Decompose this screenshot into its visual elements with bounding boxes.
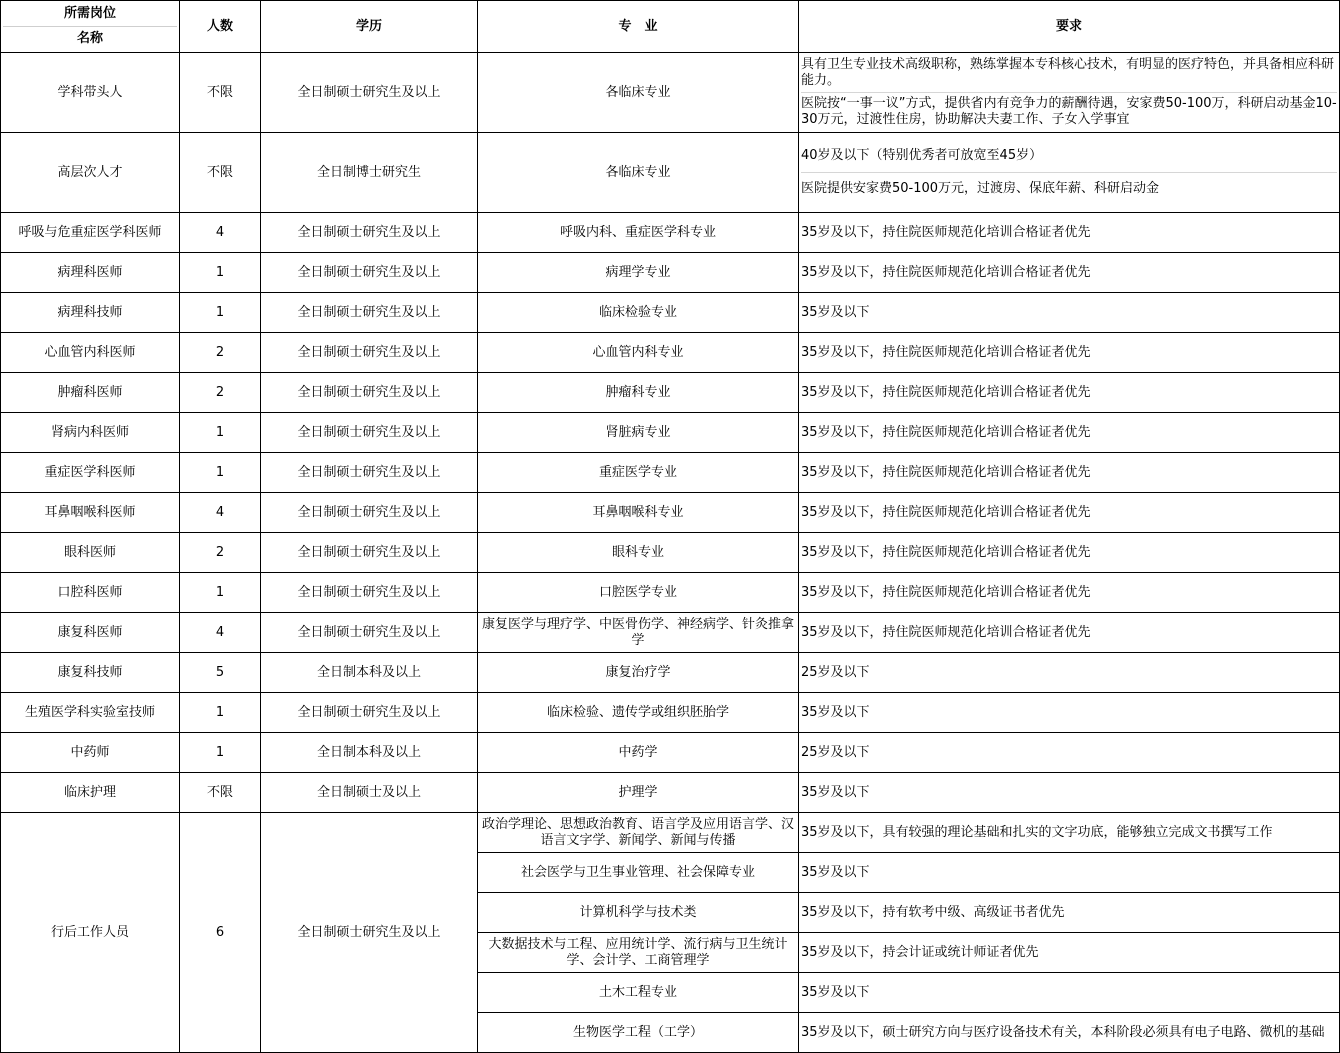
major-cell: 政治学理论、思想政治教育、语言学及应用语言学、汉语言文字学、新闻学、新闻与传播 xyxy=(478,813,799,853)
major-cell: 土木工程专业 xyxy=(478,973,799,1013)
requirement-cell xyxy=(799,53,1340,133)
position-cell: 眼科医师 xyxy=(1,533,180,573)
count-cell: 不限 xyxy=(180,773,261,813)
requirement-cell: 35岁及以下 xyxy=(799,293,1340,333)
header-count: 人数 xyxy=(180,1,261,53)
position-cell: 病理科医师 xyxy=(1,253,180,293)
count-cell: 6 xyxy=(180,813,261,1053)
requirement-cell: 35岁及以下，持住院医师规范化培训合格证者优先 xyxy=(799,613,1340,653)
table-row xyxy=(1,413,1340,453)
major-cell: 口腔医学专业 xyxy=(478,573,799,613)
education-cell: 全日制硕士研究生及以上 xyxy=(261,333,478,373)
major-cell: 社会医学与卫生事业管理、社会保障专业 xyxy=(478,853,799,893)
position-cell: 康复科医师 xyxy=(1,613,180,653)
major-cell: 眼科专业 xyxy=(478,533,799,573)
major-cell: 心血管内科专业 xyxy=(478,333,799,373)
requirement-cell: 35岁及以下，持住院医师规范化培训合格证者优先 xyxy=(799,333,1340,373)
position-cell: 肾病内科医师 xyxy=(1,413,180,453)
position-cell: 口腔科医师 xyxy=(1,573,180,613)
requirement-cell: 35岁及以下，持住院医师规范化培训合格证者优先 xyxy=(799,373,1340,413)
major-cell: 康复医学与理疗学、中医骨伤学、神经病学、针灸推拿学 xyxy=(478,613,799,653)
requirement-cell: 25岁及以下 xyxy=(799,653,1340,693)
count-cell: 1 xyxy=(180,293,261,333)
requirement-line: 具有卫生专业技术高级职称，熟练掌握本专科核心技术，有明显的医疗特色，并具备相应科研能力。 xyxy=(801,57,1335,88)
position-cell: 耳鼻咽喉科医师 xyxy=(1,493,180,533)
count-cell: 2 xyxy=(180,373,261,413)
header-education: 学历 xyxy=(261,1,478,53)
header-position xyxy=(1,1,180,53)
major-cell: 病理学专业 xyxy=(478,253,799,293)
requirement-cell: 35岁及以下，持住院医师规范化培训合格证者优先 xyxy=(799,413,1340,453)
count-cell: 不限 xyxy=(180,53,261,133)
major-cell: 生物医学工程（工学） xyxy=(478,1013,799,1053)
requirement-cell: 35岁及以下 xyxy=(799,973,1340,1013)
major-cell: 临床检验专业 xyxy=(478,293,799,333)
requirement-cell: 35岁及以下，持住院医师规范化培训合格证者优先 xyxy=(799,213,1340,253)
major-cell: 各临床专业 xyxy=(478,133,799,213)
education-cell: 全日制硕士研究生及以上 xyxy=(261,373,478,413)
table-row xyxy=(1,133,1340,213)
major-cell: 肾脏病专业 xyxy=(478,413,799,453)
table-row xyxy=(1,693,1340,733)
position-cell: 康复科技师 xyxy=(1,653,180,693)
count-cell: 4 xyxy=(180,613,261,653)
count-cell: 5 xyxy=(180,653,261,693)
table-row xyxy=(1,53,1340,133)
requirement-cell: 35岁及以下，持住院医师规范化培训合格证者优先 xyxy=(799,493,1340,533)
education-cell: 全日制硕士研究生及以上 xyxy=(261,573,478,613)
count-cell: 2 xyxy=(180,333,261,373)
requirement-line: 医院提供安家费50-100万元，过渡房、保底年薪、科研启动金 xyxy=(801,172,1337,205)
major-cell: 临床检验、遗传学或组织胚胎学 xyxy=(478,693,799,733)
count-cell: 不限 xyxy=(180,133,261,213)
major-cell: 重症医学专业 xyxy=(478,453,799,493)
major-cell: 大数据技术与工程、应用统计学、流行病与卫生统计学、会计学、工商管理学 xyxy=(478,933,799,973)
count-cell: 1 xyxy=(180,453,261,493)
requirement-cell: 35岁及以下，持住院医师规范化培训合格证者优先 xyxy=(799,253,1340,293)
major-cell: 计算机科学与技术类 xyxy=(478,893,799,933)
table-row xyxy=(1,773,1340,813)
requirement-cell: 35岁及以下 xyxy=(799,693,1340,733)
requirement-cell: 35岁及以下，持住院医师规范化培训合格证者优先 xyxy=(799,533,1340,573)
table-row xyxy=(1,533,1340,573)
position-cell: 肿瘤科医师 xyxy=(1,373,180,413)
education-cell: 全日制硕士研究生及以上 xyxy=(261,533,478,573)
table-row xyxy=(1,293,1340,333)
requirement-cell: 35岁及以下，具有较强的理论基础和扎实的文字功底，能够独立完成文书撰写工作 xyxy=(799,813,1340,853)
count-cell: 4 xyxy=(180,213,261,253)
count-cell: 1 xyxy=(180,693,261,733)
requirement-cell: 35岁及以下，持住院医师规范化培训合格证者优先 xyxy=(799,453,1340,493)
table-row xyxy=(1,813,1340,853)
table-row xyxy=(1,653,1340,693)
table-row xyxy=(1,373,1340,413)
table-row xyxy=(1,333,1340,373)
major-cell: 各临床专业 xyxy=(478,53,799,133)
major-cell: 中药学 xyxy=(478,733,799,773)
education-cell: 全日制硕士研究生及以上 xyxy=(261,493,478,533)
requirement-line: 医院按“一事一议”方式，提供省内有竞争力的薪酬待遇，安家费50-100万，科研启动基金10-30万元，过渡性住房，协助解决夫妻工作、子女入学事宜 xyxy=(801,92,1337,131)
requirement-cell: 35岁及以下，持有软考中级、高级证书者优先 xyxy=(799,893,1340,933)
education-cell: 全日制硕士研究生及以上 xyxy=(261,253,478,293)
requirement-cell: 35岁及以下 xyxy=(799,853,1340,893)
table-row xyxy=(1,493,1340,533)
table-row xyxy=(1,213,1340,253)
header-major: 专 业 xyxy=(478,1,799,53)
count-cell: 2 xyxy=(180,533,261,573)
position-cell: 临床护理 xyxy=(1,773,180,813)
position-cell: 病理科技师 xyxy=(1,293,180,333)
table-row xyxy=(1,253,1340,293)
major-cell: 呼吸内科、重症医学科专业 xyxy=(478,213,799,253)
count-cell: 1 xyxy=(180,733,261,773)
count-cell: 1 xyxy=(180,253,261,293)
education-cell: 全日制博士研究生 xyxy=(261,133,478,213)
requirement-cell: 35岁及以下，持会计证或统计师证者优先 xyxy=(799,933,1340,973)
position-cell: 行后工作人员 xyxy=(1,813,180,1053)
requirement-cell: 25岁及以下 xyxy=(799,733,1340,773)
header-row xyxy=(1,1,1340,53)
position-cell: 重症医学科医师 xyxy=(1,453,180,493)
major-cell: 耳鼻咽喉科专业 xyxy=(478,493,799,533)
position-cell: 呼吸与危重症医学科医师 xyxy=(1,213,180,253)
position-cell: 学科带头人 xyxy=(1,53,180,133)
education-cell: 全日制硕士及以上 xyxy=(261,773,478,813)
position-cell: 高层次人才 xyxy=(1,133,180,213)
education-cell: 全日制硕士研究生及以上 xyxy=(261,293,478,333)
header-position-line1: 所需岗位 xyxy=(3,6,177,27)
table-row xyxy=(1,733,1340,773)
header-requirement: 要求 xyxy=(799,1,1340,53)
education-cell: 全日制硕士研究生及以上 xyxy=(261,413,478,453)
requirement-cell: 35岁及以下，硕士研究方向与医疗设备技术有关，本科阶段必须具有电子电路、微机的基础 xyxy=(799,1013,1340,1053)
education-cell: 全日制本科及以上 xyxy=(261,653,478,693)
position-cell: 生殖医学科实验室技师 xyxy=(1,693,180,733)
header-position-line2: 名称 xyxy=(76,31,103,46)
count-cell: 4 xyxy=(180,493,261,533)
count-cell: 1 xyxy=(180,573,261,613)
major-cell: 护理学 xyxy=(478,773,799,813)
education-cell: 全日制硕士研究生及以上 xyxy=(261,453,478,493)
position-cell: 中药师 xyxy=(1,733,180,773)
count-cell: 1 xyxy=(180,413,261,453)
table-row xyxy=(1,613,1340,653)
education-cell: 全日制本科及以上 xyxy=(261,733,478,773)
education-cell: 全日制硕士研究生及以上 xyxy=(261,213,478,253)
major-cell: 肿瘤科专业 xyxy=(478,373,799,413)
education-cell: 全日制硕士研究生及以上 xyxy=(261,53,478,133)
table-row xyxy=(1,453,1340,493)
table-row xyxy=(1,573,1340,613)
major-cell: 康复治疗学 xyxy=(478,653,799,693)
education-cell: 全日制硕士研究生及以上 xyxy=(261,693,478,733)
requirement-line: 40岁及以下（特别优秀者可放宽至45岁） xyxy=(801,148,1043,163)
requirement-cell xyxy=(799,133,1340,213)
requirement-cell: 35岁及以下，持住院医师规范化培训合格证者优先 xyxy=(799,573,1340,613)
education-cell: 全日制硕士研究生及以上 xyxy=(261,613,478,653)
requirement-cell: 35岁及以下 xyxy=(799,773,1340,813)
position-cell: 心血管内科医师 xyxy=(1,333,180,373)
education-cell: 全日制硕士研究生及以上 xyxy=(261,813,478,1053)
